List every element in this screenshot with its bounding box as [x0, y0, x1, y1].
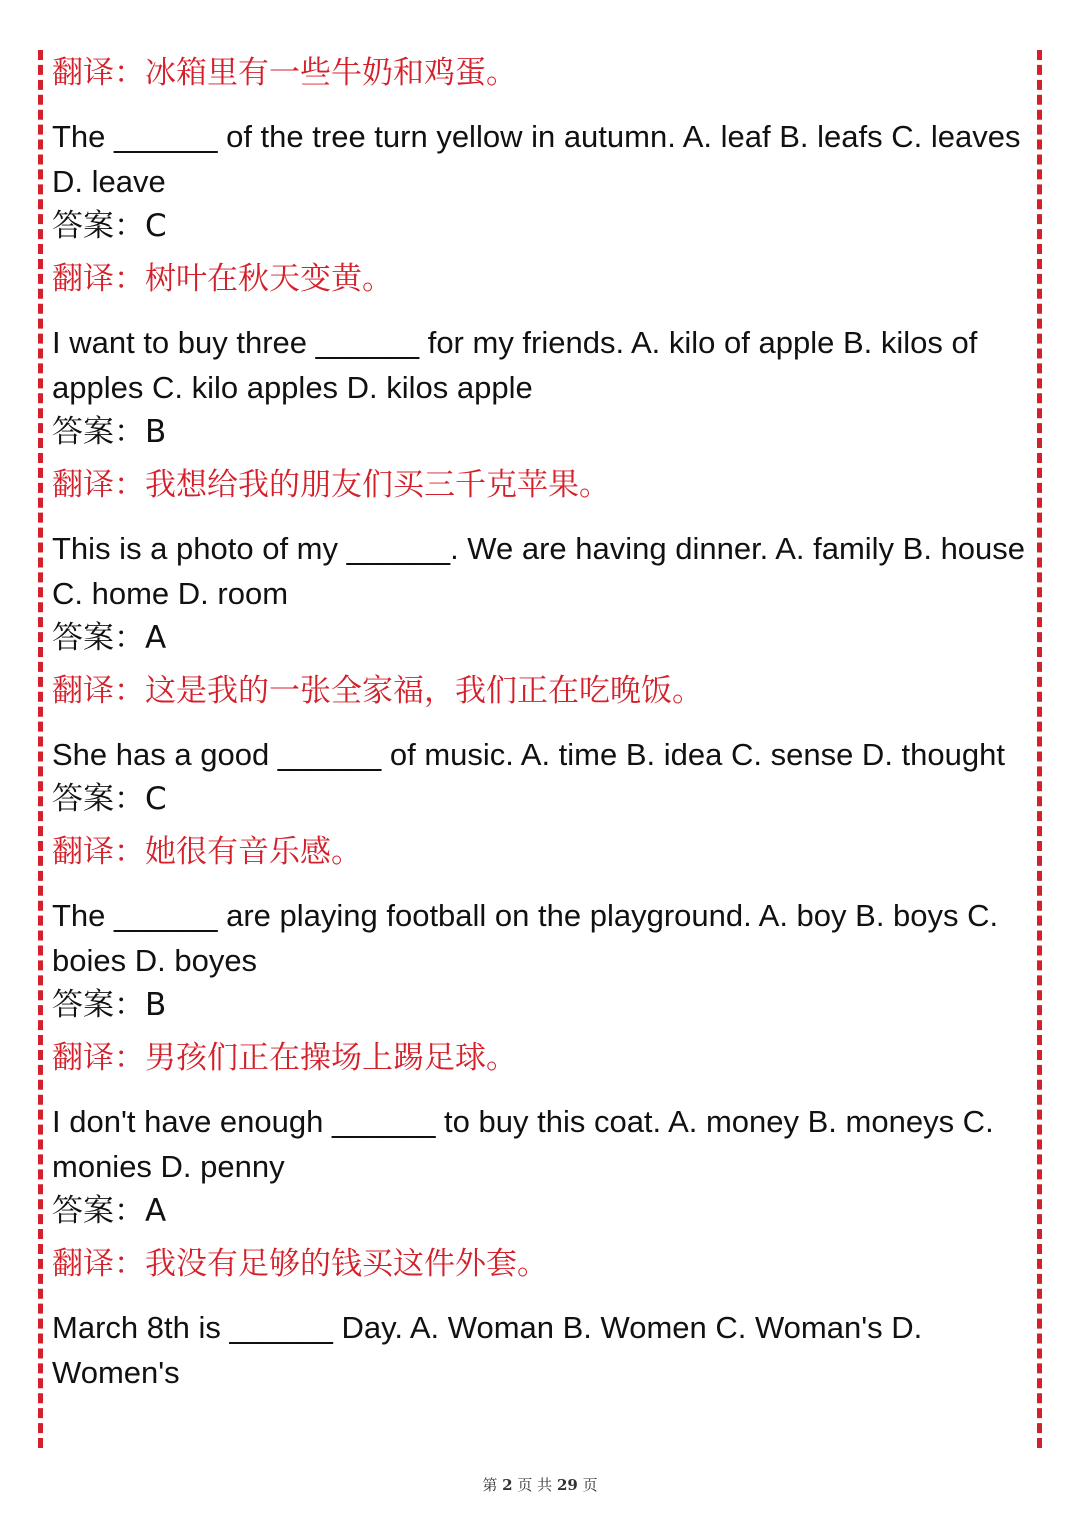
translation-text: 翻译：我没有足够的钱买这件外套。 — [52, 1246, 548, 1282]
question-block — [52, 320, 1037, 508]
page-footer — [0, 1474, 1080, 1495]
footer-middle: 页 共 — [517, 1476, 553, 1494]
question-block — [52, 893, 1037, 1081]
question-text: March 8th is ______ Day. A. Woman B. Women C. Woman's D. Women's — [52, 1310, 931, 1390]
question-block — [52, 1305, 1037, 1395]
translation-text: 翻译：她很有音乐感。 — [52, 834, 362, 870]
translation-text: 翻译：男孩们正在操场上踢足球。 — [52, 1040, 517, 1076]
question-text: I don't have enough ______ to buy this coat. A. money B. moneys C. monies D. penny — [52, 1104, 1003, 1184]
answer-text: 答案：A — [52, 1193, 167, 1229]
answer-text: 答案：A — [52, 620, 167, 656]
document-content — [52, 50, 1037, 1395]
answer-text: 答案：C — [52, 781, 167, 817]
question-block — [52, 526, 1037, 714]
footer-total-pages: 29 — [556, 1476, 578, 1494]
question-text: The ______ of the tree turn yellow in autumn. A. leaf B. leafs C. leaves D. leave — [52, 119, 1030, 199]
question-text: She has a good ______ of music. A. time B. idea C. sense D. thought — [52, 737, 1005, 772]
answer-text: 答案：C — [52, 208, 167, 244]
question-block — [52, 1099, 1037, 1287]
question-text: I want to buy three ______ for my friends. A. kilo of apple B. kilos of apples C. kilo apples D. kilos apple — [52, 325, 986, 405]
footer-page-number: 2 — [502, 1476, 513, 1494]
translation-text: 翻译：树叶在秋天变黄。 — [52, 261, 393, 297]
translation-text: 翻译：冰箱里有一些牛奶和鸡蛋。 — [52, 55, 517, 91]
answer-text: 答案：B — [52, 987, 167, 1023]
question-text: This is a photo of my ______. We are having dinner. A. family B. house C. home D. room — [52, 531, 1034, 611]
translation-text: 翻译：我想给我的朋友们买三千克苹果。 — [52, 467, 610, 503]
question-block — [52, 732, 1037, 875]
footer-suffix: 页 — [582, 1476, 598, 1494]
footer-prefix: 第 — [482, 1476, 498, 1494]
question-text: The ______ are playing football on the playground. A. boy B. boys C. boies D. boyes — [52, 898, 1007, 978]
translation-text: 翻译：这是我的一张全家福，我们正在吃晚饭。 — [52, 673, 703, 709]
answer-text: 答案：B — [52, 414, 167, 450]
question-block — [52, 114, 1037, 302]
